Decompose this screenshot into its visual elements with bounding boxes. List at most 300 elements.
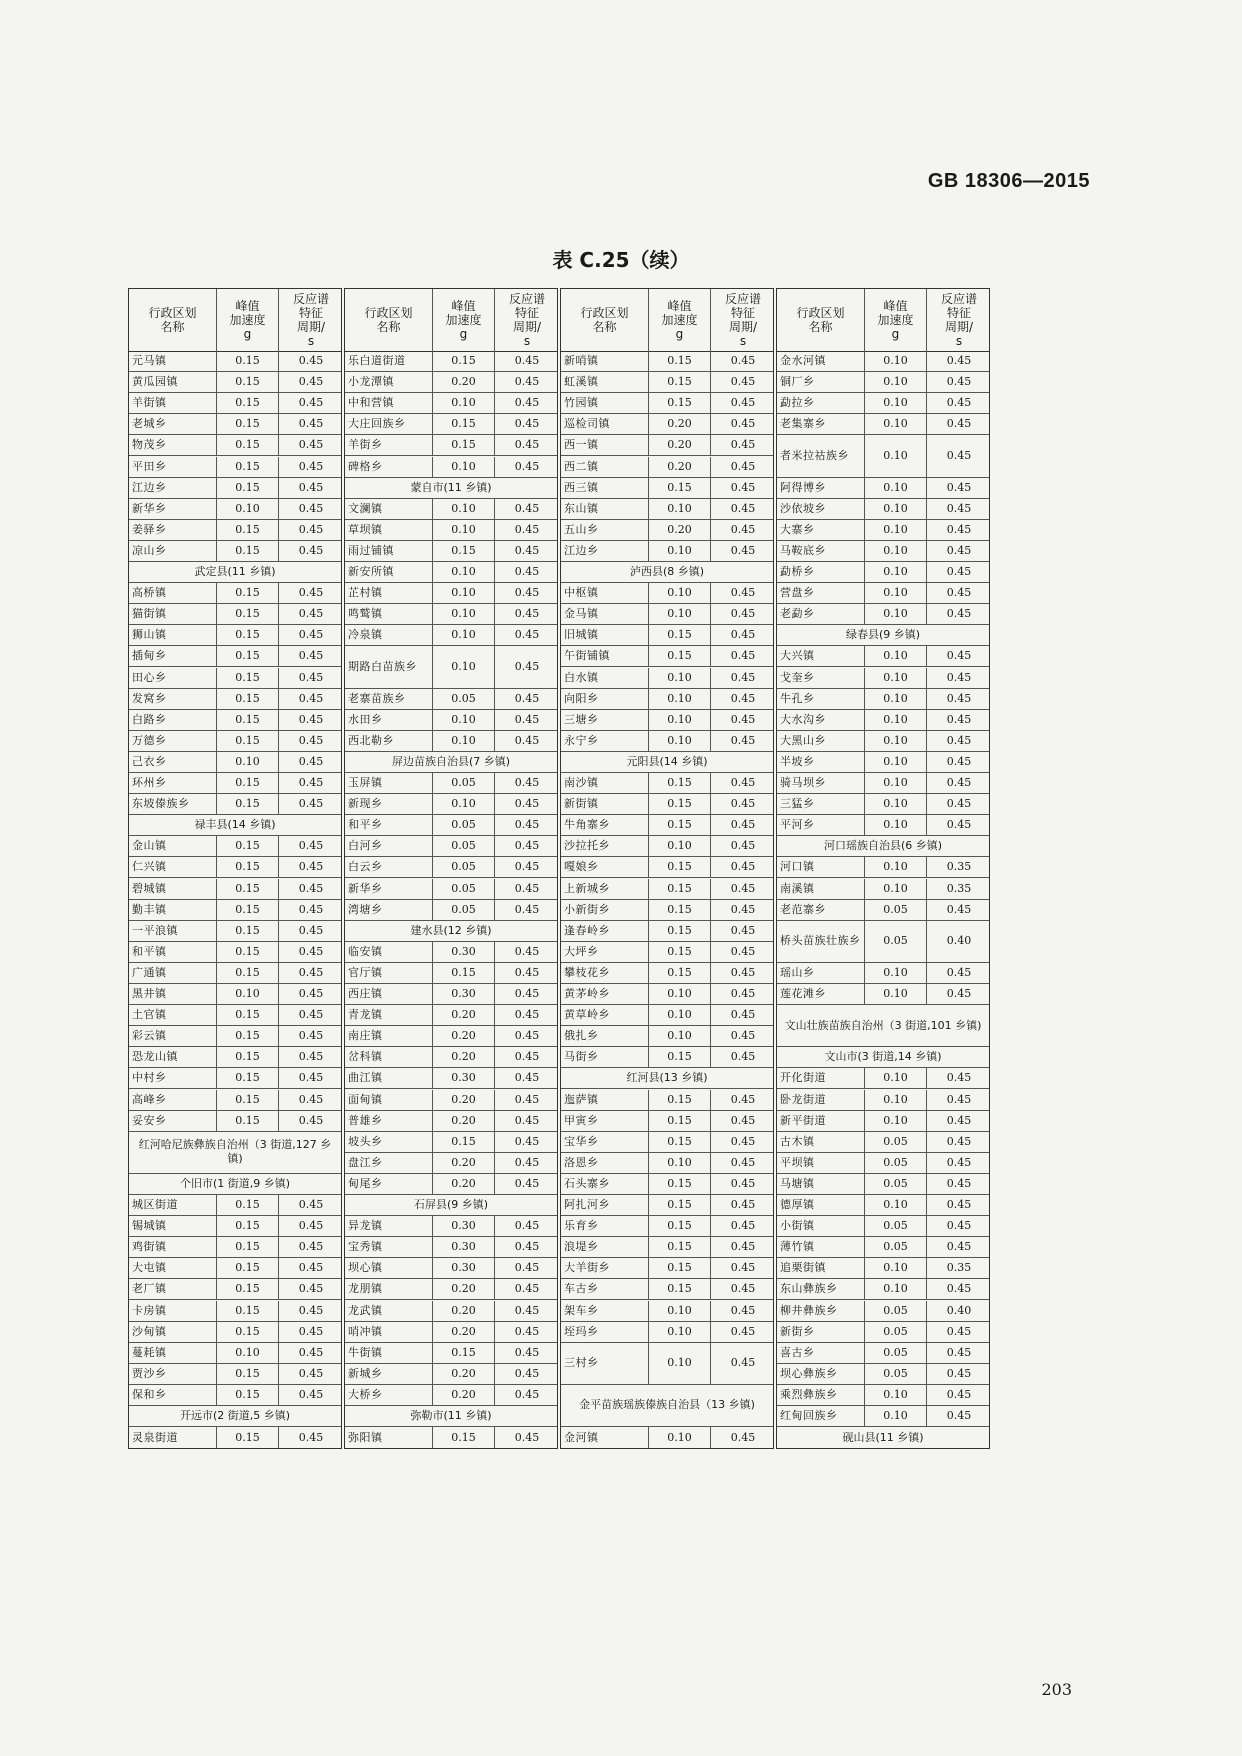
peak-acceleration: 0.10 (433, 562, 495, 582)
group-header-row (561, 1385, 773, 1427)
response-period: 0.45 (514, 1134, 540, 1148)
region-name: 三猛乡 (777, 794, 865, 814)
region-name: 新现乡 (345, 794, 433, 814)
region-name: 虹溪镇 (561, 372, 649, 392)
region-name: 弥阳镇 (345, 1427, 433, 1448)
table-row (777, 900, 989, 921)
response-period: 0.45 (514, 354, 540, 368)
peak-acceleration: 0.10 (865, 351, 927, 371)
region-name: 南溪镇 (777, 879, 865, 899)
peak-acceleration: 0.15 (649, 857, 711, 877)
region-name: 宝秀镇 (345, 1237, 433, 1257)
response-period: 0.45 (298, 776, 324, 790)
peak-acceleration: 0.10 (865, 499, 927, 519)
response-period: 0.45 (514, 839, 540, 853)
peak-acceleration: 0.15 (217, 478, 279, 498)
table-row (345, 1090, 557, 1111)
group-header-row (777, 836, 989, 857)
response-period: 0.45 (514, 1261, 540, 1275)
region-name: 白河乡 (345, 836, 433, 856)
peak-acceleration: 0.15 (649, 1132, 711, 1152)
response-period: 0.45 (946, 448, 972, 462)
table-row (129, 963, 341, 984)
table-row (129, 1195, 341, 1216)
group-header-row (129, 1406, 341, 1427)
table-row (345, 836, 557, 857)
response-period: 0.45 (730, 480, 756, 494)
response-period: 0.35 (946, 860, 972, 874)
region-name: 城区街道 (129, 1195, 217, 1215)
table-row (129, 942, 341, 963)
region-name: 古木镇 (777, 1132, 865, 1152)
region-name: 黄草岭乡 (561, 1005, 649, 1025)
table-row (561, 393, 773, 414)
peak-acceleration: 0.10 (865, 1090, 927, 1110)
region-name: 黑井镇 (129, 984, 217, 1004)
region-name: 平坝镇 (777, 1153, 865, 1173)
table-caption: 表 C.25（续） (552, 248, 690, 272)
group-header-row (561, 1068, 773, 1089)
region-name: 贾沙乡 (129, 1364, 217, 1384)
peak-acceleration: 0.10 (865, 541, 927, 561)
table-row (129, 625, 341, 646)
region-name: 鸣鹫镇 (345, 604, 433, 624)
response-period: 0.45 (730, 628, 756, 642)
region-name: 老集寨乡 (777, 414, 865, 434)
response-period: 0.45 (946, 1176, 972, 1190)
peak-acceleration: 0.20 (433, 1322, 495, 1342)
region-name: 架车乡 (561, 1301, 649, 1321)
region-name: 小新街乡 (561, 900, 649, 920)
response-period: 0.45 (730, 944, 756, 958)
peak-acceleration: 0.10 (217, 499, 279, 519)
region-name: 旧城镇 (561, 625, 649, 645)
peak-acceleration: 0.10 (433, 499, 495, 519)
peak-acceleration: 0.15 (649, 478, 711, 498)
response-period: 0.45 (514, 776, 540, 790)
region-name: 官厅镇 (345, 963, 433, 983)
table-row (777, 879, 989, 900)
region-name: 西三镇 (561, 478, 649, 498)
region-name: 青龙镇 (345, 1005, 433, 1025)
region-name: 龙朋镇 (345, 1279, 433, 1299)
region-name: 猫街镇 (129, 604, 217, 624)
header-response-period: 反应谱 特征 周期/ s (508, 292, 545, 348)
table-row (345, 562, 557, 583)
response-period: 0.45 (946, 1134, 972, 1148)
response-period: 0.45 (514, 565, 540, 579)
peak-acceleration: 0.10 (865, 583, 927, 603)
peak-acceleration: 0.05 (433, 815, 495, 835)
response-period: 0.45 (514, 1387, 540, 1401)
peak-acceleration: 0.10 (649, 583, 711, 603)
region-name: 浪堤乡 (561, 1237, 649, 1257)
peak-acceleration: 0.15 (217, 351, 279, 371)
table-row (345, 1005, 557, 1026)
table-row (345, 731, 557, 752)
peak-acceleration: 0.10 (649, 1427, 711, 1448)
peak-acceleration: 0.15 (217, 836, 279, 856)
response-period: 0.45 (730, 691, 756, 705)
peak-acceleration: 0.10 (433, 794, 495, 814)
table-row (777, 963, 989, 984)
peak-acceleration: 0.05 (865, 1322, 927, 1342)
response-period: 0.45 (946, 670, 972, 684)
peak-acceleration: 0.05 (433, 857, 495, 877)
group-title: 弥勒市(11 乡镇) (410, 1409, 492, 1423)
peak-acceleration: 0.15 (217, 604, 279, 624)
peak-acceleration: 0.10 (433, 646, 495, 687)
region-name: 老城乡 (129, 414, 217, 434)
table-row (561, 1195, 773, 1216)
response-period: 0.45 (946, 375, 972, 389)
response-period: 0.45 (730, 586, 756, 600)
table-row (345, 1216, 557, 1237)
response-period: 0.45 (730, 1219, 756, 1233)
table-row (345, 984, 557, 1005)
response-period: 0.45 (298, 1071, 324, 1085)
table-row (345, 646, 557, 688)
table-row (129, 1279, 341, 1300)
response-period: 0.45 (514, 1303, 540, 1317)
peak-acceleration: 0.20 (433, 1279, 495, 1299)
response-period: 0.45 (730, 987, 756, 1001)
response-period: 0.45 (298, 1387, 324, 1401)
peak-acceleration: 0.15 (649, 1111, 711, 1131)
table-row (345, 1343, 557, 1364)
region-name: 碑格乡 (345, 457, 433, 477)
peak-acceleration: 0.10 (865, 1258, 927, 1278)
peak-acceleration: 0.20 (649, 435, 711, 455)
region-name: 牛角寨乡 (561, 815, 649, 835)
region-name: 大兴镇 (777, 646, 865, 666)
region-name: 羊街镇 (129, 393, 217, 413)
header-peak-acceleration: 峰值 加速度 g (649, 289, 711, 351)
table-row (129, 668, 341, 689)
table-row (777, 794, 989, 815)
region-name: 东山镇 (561, 499, 649, 519)
response-period: 0.45 (730, 1113, 756, 1127)
region-name: 铜厂乡 (777, 372, 865, 392)
peak-acceleration: 0.15 (217, 1301, 279, 1321)
region-name: 东坡傣族乡 (129, 794, 217, 814)
group-title: 元阳县(14 乡镇) (626, 754, 708, 768)
peak-acceleration: 0.15 (217, 1216, 279, 1236)
table-row (777, 1090, 989, 1111)
table-row (777, 435, 989, 477)
table-row (561, 689, 773, 710)
response-period: 0.45 (514, 1366, 540, 1380)
response-period: 0.45 (946, 1155, 972, 1169)
table-row (777, 710, 989, 731)
table-row (777, 1111, 989, 1132)
peak-acceleration: 0.15 (433, 963, 495, 983)
response-period: 0.45 (298, 649, 324, 663)
peak-acceleration: 0.30 (433, 984, 495, 1004)
peak-acceleration: 0.15 (649, 879, 711, 899)
table-header (777, 289, 989, 352)
region-name: 羊街乡 (345, 435, 433, 455)
peak-acceleration: 0.15 (649, 1237, 711, 1257)
region-name: 勐拉乡 (777, 393, 865, 413)
region-name: 开化街道 (777, 1068, 865, 1088)
peak-acceleration: 0.15 (217, 1279, 279, 1299)
group-title: 建水县(12 乡镇) (410, 923, 492, 937)
peak-acceleration: 0.05 (865, 1132, 927, 1152)
response-period: 0.45 (730, 1029, 756, 1043)
response-period: 0.35 (946, 1261, 972, 1275)
response-period: 0.45 (946, 1387, 972, 1401)
response-period: 0.45 (946, 1198, 972, 1212)
peak-acceleration: 0.05 (865, 1216, 927, 1236)
peak-acceleration: 0.15 (649, 773, 711, 793)
region-name: 勤丰镇 (129, 900, 217, 920)
response-period: 0.45 (298, 1282, 324, 1296)
response-period: 0.45 (730, 839, 756, 853)
response-period: 0.45 (730, 649, 756, 663)
peak-acceleration: 0.10 (649, 1005, 711, 1025)
table-row (777, 752, 989, 773)
group-title: 红河县(13 乡镇) (626, 1071, 708, 1085)
response-period: 0.45 (298, 670, 324, 684)
peak-acceleration: 0.15 (217, 625, 279, 645)
peak-acceleration: 0.10 (649, 541, 711, 561)
header-response-period: 反应谱 特征 周期/ s (292, 292, 329, 348)
response-period: 0.45 (298, 607, 324, 621)
response-period: 0.45 (514, 1029, 540, 1043)
region-name: 五山乡 (561, 520, 649, 540)
region-name: 恐龙山镇 (129, 1047, 217, 1067)
response-period: 0.40 (946, 1303, 972, 1317)
group-header-row (345, 1406, 557, 1427)
region-name: 老厂镇 (129, 1279, 217, 1299)
group-title: 禄丰县(14 乡镇) (194, 818, 276, 832)
peak-acceleration: 0.30 (433, 1216, 495, 1236)
table-row (129, 1343, 341, 1364)
region-name: 俄扎乡 (561, 1026, 649, 1046)
region-name: 江边乡 (561, 541, 649, 561)
response-period: 0.45 (730, 1092, 756, 1106)
peak-acceleration: 0.10 (217, 984, 279, 1004)
region-name: 午街铺镇 (561, 646, 649, 666)
peak-acceleration: 0.15 (217, 393, 279, 413)
header-peak-acceleration: 峰值 加速度 g (865, 289, 927, 351)
peak-acceleration: 0.10 (433, 393, 495, 413)
region-name: 草坝镇 (345, 520, 433, 540)
peak-acceleration: 0.15 (433, 414, 495, 434)
region-name: 鸡街镇 (129, 1237, 217, 1257)
peak-acceleration: 0.05 (865, 1364, 927, 1384)
response-period: 0.45 (946, 1345, 972, 1359)
peak-acceleration: 0.10 (865, 773, 927, 793)
region-name: 江边乡 (129, 478, 217, 498)
region-name: 白路乡 (129, 710, 217, 730)
response-period: 0.45 (298, 1261, 324, 1275)
region-name: 水田乡 (345, 710, 433, 730)
peak-acceleration: 0.15 (217, 1047, 279, 1067)
region-name: 新安所镇 (345, 562, 433, 582)
table-row (345, 499, 557, 520)
peak-acceleration: 0.15 (217, 857, 279, 877)
region-name: 东山彝族乡 (777, 1279, 865, 1299)
group-header-row (129, 1174, 341, 1195)
region-name: 平河乡 (777, 815, 865, 835)
table-row (129, 1005, 341, 1026)
table-row (777, 351, 989, 372)
group-title: 蒙自市(11 乡镇) (410, 480, 492, 494)
peak-acceleration: 0.15 (433, 435, 495, 455)
region-name: 异龙镇 (345, 1216, 433, 1236)
peak-acceleration: 0.10 (649, 984, 711, 1004)
response-period: 0.45 (514, 944, 540, 958)
table-column-block (344, 288, 558, 1449)
peak-acceleration: 0.10 (865, 646, 927, 666)
peak-acceleration: 0.10 (217, 1343, 279, 1363)
table-row (129, 478, 341, 499)
table-row (561, 1153, 773, 1174)
peak-acceleration: 0.10 (433, 457, 495, 477)
peak-acceleration: 0.20 (433, 1090, 495, 1110)
peak-acceleration: 0.10 (865, 1068, 927, 1088)
region-name: 阿扎河乡 (561, 1195, 649, 1215)
peak-acceleration: 0.15 (217, 689, 279, 709)
peak-acceleration: 0.05 (433, 879, 495, 899)
region-name: 勐桥乡 (777, 562, 865, 582)
table-row (561, 1301, 773, 1322)
response-period: 0.45 (730, 417, 756, 431)
group-title: 屏边苗族自治县(7 乡镇) (391, 754, 511, 768)
table-row (561, 1343, 773, 1385)
response-period: 0.45 (514, 1176, 540, 1190)
table-row (129, 900, 341, 921)
response-period: 0.45 (514, 607, 540, 621)
peak-acceleration: 0.15 (217, 1005, 279, 1025)
peak-acceleration: 0.15 (217, 710, 279, 730)
response-period: 0.45 (946, 965, 972, 979)
region-name: 高桥镇 (129, 583, 217, 603)
table-row (777, 1237, 989, 1258)
region-name: 马鞍底乡 (777, 541, 865, 561)
table-row (561, 1216, 773, 1237)
table-row (345, 879, 557, 900)
response-period: 0.45 (514, 1155, 540, 1169)
peak-acceleration: 0.10 (865, 604, 927, 624)
region-name: 老范寨乡 (777, 900, 865, 920)
region-name: 营盘乡 (777, 583, 865, 603)
table-row (777, 1068, 989, 1089)
peak-acceleration: 0.15 (649, 1174, 711, 1194)
response-period: 0.45 (946, 417, 972, 431)
peak-acceleration: 0.10 (865, 520, 927, 540)
region-name: 乐育乡 (561, 1216, 649, 1236)
peak-acceleration: 0.15 (649, 1195, 711, 1215)
response-period: 0.45 (730, 354, 756, 368)
table-row (345, 625, 557, 646)
table-row (777, 583, 989, 604)
peak-acceleration: 0.20 (433, 1385, 495, 1405)
region-name: 南庄镇 (345, 1026, 433, 1046)
response-period: 0.45 (298, 522, 324, 536)
region-name: 柳井彝族乡 (777, 1301, 865, 1321)
table-row (777, 689, 989, 710)
response-period: 0.45 (514, 860, 540, 874)
region-name: 湾塘乡 (345, 900, 433, 920)
table-row (777, 773, 989, 794)
group-title: 文山壮族苗族自治州（3 街道,101 乡镇) (784, 1018, 982, 1032)
table-row (777, 1385, 989, 1406)
table-row (561, 879, 773, 900)
region-name: 碧城镇 (129, 879, 217, 899)
response-period: 0.45 (730, 1303, 756, 1317)
response-period: 0.45 (298, 691, 324, 705)
peak-acceleration: 0.15 (217, 879, 279, 899)
response-period: 0.45 (298, 396, 324, 410)
peak-acceleration: 0.10 (649, 731, 711, 751)
peak-acceleration: 0.10 (433, 604, 495, 624)
table-row (345, 393, 557, 414)
peak-acceleration: 0.20 (649, 457, 711, 477)
peak-acceleration: 0.15 (217, 668, 279, 688)
table-row (345, 414, 557, 435)
peak-acceleration: 0.10 (649, 604, 711, 624)
table-row (345, 857, 557, 878)
table-row (129, 710, 341, 731)
peak-acceleration: 0.10 (865, 668, 927, 688)
response-period: 0.45 (730, 1324, 756, 1338)
region-name: 西庄镇 (345, 984, 433, 1004)
response-period: 0.45 (730, 459, 756, 473)
response-period: 0.45 (514, 659, 540, 673)
response-period: 0.45 (298, 712, 324, 726)
region-name: 大屯镇 (129, 1258, 217, 1278)
response-period: 0.45 (946, 1282, 972, 1296)
table-row (129, 604, 341, 625)
response-period: 0.45 (298, 354, 324, 368)
table-row (129, 372, 341, 393)
region-name: 迤萨镇 (561, 1090, 649, 1110)
table-row (561, 541, 773, 562)
peak-acceleration: 0.15 (649, 900, 711, 920)
group-header-row (777, 1005, 989, 1047)
region-name: 三塘乡 (561, 710, 649, 730)
peak-acceleration: 0.15 (217, 1427, 279, 1448)
table-row (345, 1237, 557, 1258)
region-name: 元马镇 (129, 351, 217, 371)
table-row (777, 1301, 989, 1322)
peak-acceleration: 0.15 (649, 794, 711, 814)
peak-acceleration: 0.10 (865, 1406, 927, 1426)
table-row (561, 1005, 773, 1026)
header-peak-acceleration: 峰值 加速度 g (433, 289, 495, 351)
peak-acceleration: 0.10 (649, 1343, 711, 1384)
table-row (777, 1322, 989, 1343)
table-row (777, 857, 989, 878)
response-period: 0.45 (730, 776, 756, 790)
peak-acceleration: 0.15 (649, 393, 711, 413)
region-name: 逢春岭乡 (561, 921, 649, 941)
peak-acceleration: 0.15 (217, 457, 279, 477)
table-row (561, 435, 773, 456)
peak-acceleration: 0.20 (433, 1047, 495, 1067)
region-name: 坝心镇 (345, 1258, 433, 1278)
response-period: 0.45 (298, 1092, 324, 1106)
response-period: 0.45 (730, 1356, 756, 1370)
response-period: 0.40 (946, 934, 972, 948)
group-title: 武定县(11 乡镇) (194, 565, 276, 579)
region-name: 沙拉托乡 (561, 836, 649, 856)
table-row (345, 773, 557, 794)
peak-acceleration: 0.15 (217, 520, 279, 540)
